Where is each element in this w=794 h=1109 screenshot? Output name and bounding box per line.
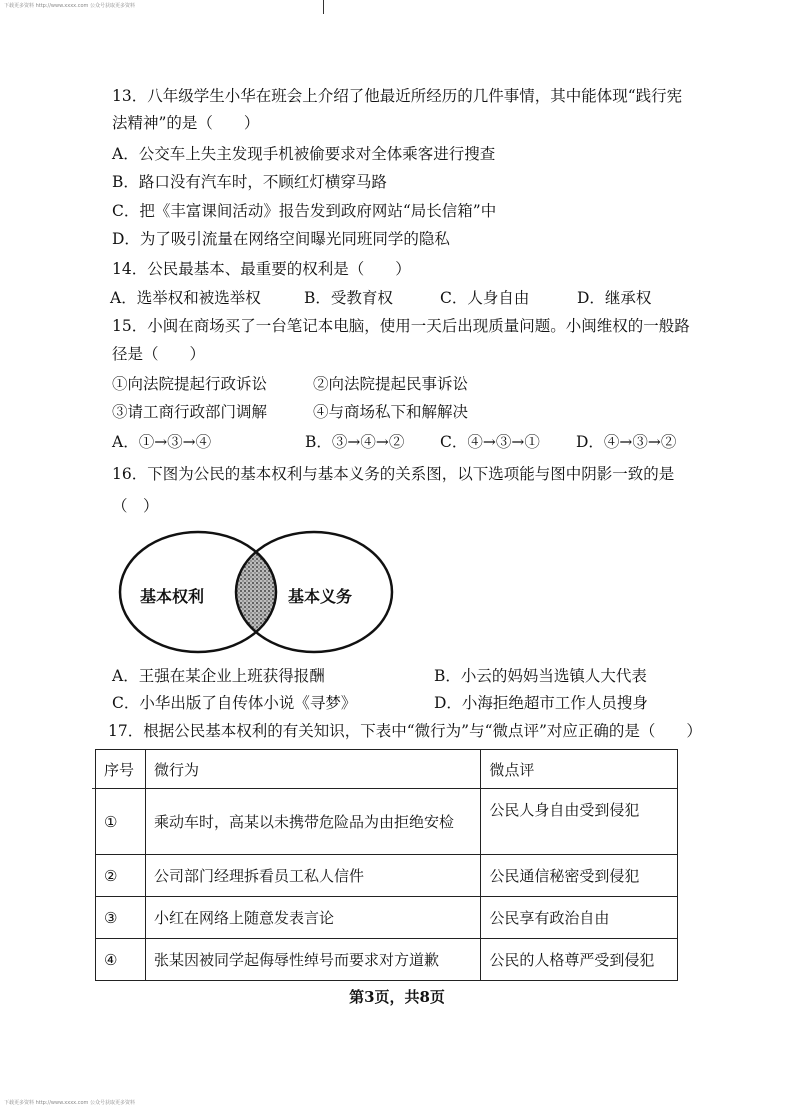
q15-item-4: ④与商场私下和解解决 [313,403,469,421]
table-cell-comment: 公民人身自由受到侵犯 [481,789,678,855]
footer-watermark-note: 下载更多资料 http://www.xxxx.com 公众号获取更多资料 [4,1100,136,1106]
table-row [96,789,678,855]
q13-stem-line1: 13．八年级学生小华在班会上介绍了他最近所经历的几件事情，其中能体现“践行宪 [112,87,683,105]
q15-option-a: A．①→③→④ [112,433,212,451]
q16-option-a: A．王强在某企业上班获得报酬 [112,667,325,685]
table-cell-behavior: 小红在网络上随意发表言论 [145,897,480,939]
table-row [96,855,678,897]
q15-item-3: ③请工商行政部门调解 [112,403,268,421]
q13-option-d: D．为了吸引流量在网络空间曝光同班同学的隐私 [112,230,450,248]
q14-option-c: C．人身自由 [440,289,530,307]
q13-option-a: A．公交车上失主发现手机被偷要求对全体乘客进行搜查 [112,145,496,163]
table-cell-behavior: 乘动车时，高某以未携带危险品为由拒绝安检 [145,789,480,855]
page-number: 第3页，共8页 [349,988,445,1006]
q14-option-a: A．选举权和被选举权 [110,289,261,307]
q13-stem-line2: 法精神”的是（ ） [112,114,260,132]
q16-answer-paren: （ ） [112,497,159,515]
q15-option-c: C．④→③→① [440,433,540,451]
table-cell-index: ① [96,789,146,855]
table-header-index: 序号 [96,750,146,789]
q16-stem: 16．下图为公民的基本权利与基本义务的关系图，以下选项能与图中阴影一致的是 [112,465,675,483]
q14-option-b: B．受教育权 [304,289,393,307]
table-cell-index: ④ [96,939,146,981]
venn-diagram [116,530,396,660]
q15-stem-line1: 15．小闽在商场买了一台笔记本电脑，使用一天后出现质量问题。小闽维权的一般路 [112,317,690,335]
table-row [96,897,678,939]
table-cell-comment: 公民的人格尊严受到侵犯 [481,939,678,981]
q15-item-1: ①向法院提起行政诉讼 [112,375,268,393]
q17-stem: 17．根据公民基本权利的有关知识，下表中“微行为”与“微点评”对应正确的是（ ） [108,722,702,740]
q13-option-c: C．把《丰富课间活动》报告发到政府网站“局长信箱”中 [112,202,497,220]
q15-option-b: B．③→④→② [305,433,405,451]
venn-left-label: 基本权利 [140,587,205,606]
q16-option-b: B．小云的妈妈当选镇人大代表 [434,667,647,685]
q15-stem-line2: 径是（ ） [112,345,206,363]
table-cell-comment: 公民享有政治自由 [481,897,678,939]
table-cell-index: ② [96,855,146,897]
q15-option-d: D．④→③→② [576,433,677,451]
table-header-comment: 微点评 [481,750,678,789]
table-cell-behavior: 公司部门经理拆看员工私人信件 [145,855,480,897]
q16-option-c: C．小华出版了自传体小说《寻梦》 [112,694,357,712]
table-header-row [96,750,678,789]
q13-option-b: B．路口没有汽车时，不顾红灯横穿马路 [112,173,387,191]
table-cell-comment: 公民通信秘密受到侵犯 [481,855,678,897]
q15-item-2: ②向法院提起民事诉讼 [313,375,469,393]
table-header-behavior: 微行为 [145,750,480,789]
q14-stem: 14．公民最基本、最重要的权利是（ ） [112,260,411,278]
q14-option-d: D．继承权 [577,289,652,307]
q16-option-d: D．小海拒绝超市工作人员搜身 [434,694,648,712]
header-watermark-note: 下载更多资料 http://www.xxxx.com 公众号获取更多资料 [4,3,136,9]
venn-right-label: 基本义务 [288,587,353,606]
scan-mark [323,0,324,14]
q17-table [95,749,678,981]
table-cell-index: ③ [96,897,146,939]
table-cell-behavior: 张某因被同学起侮辱性绰号而要求对方道歉 [145,939,480,981]
table-row [96,939,678,981]
